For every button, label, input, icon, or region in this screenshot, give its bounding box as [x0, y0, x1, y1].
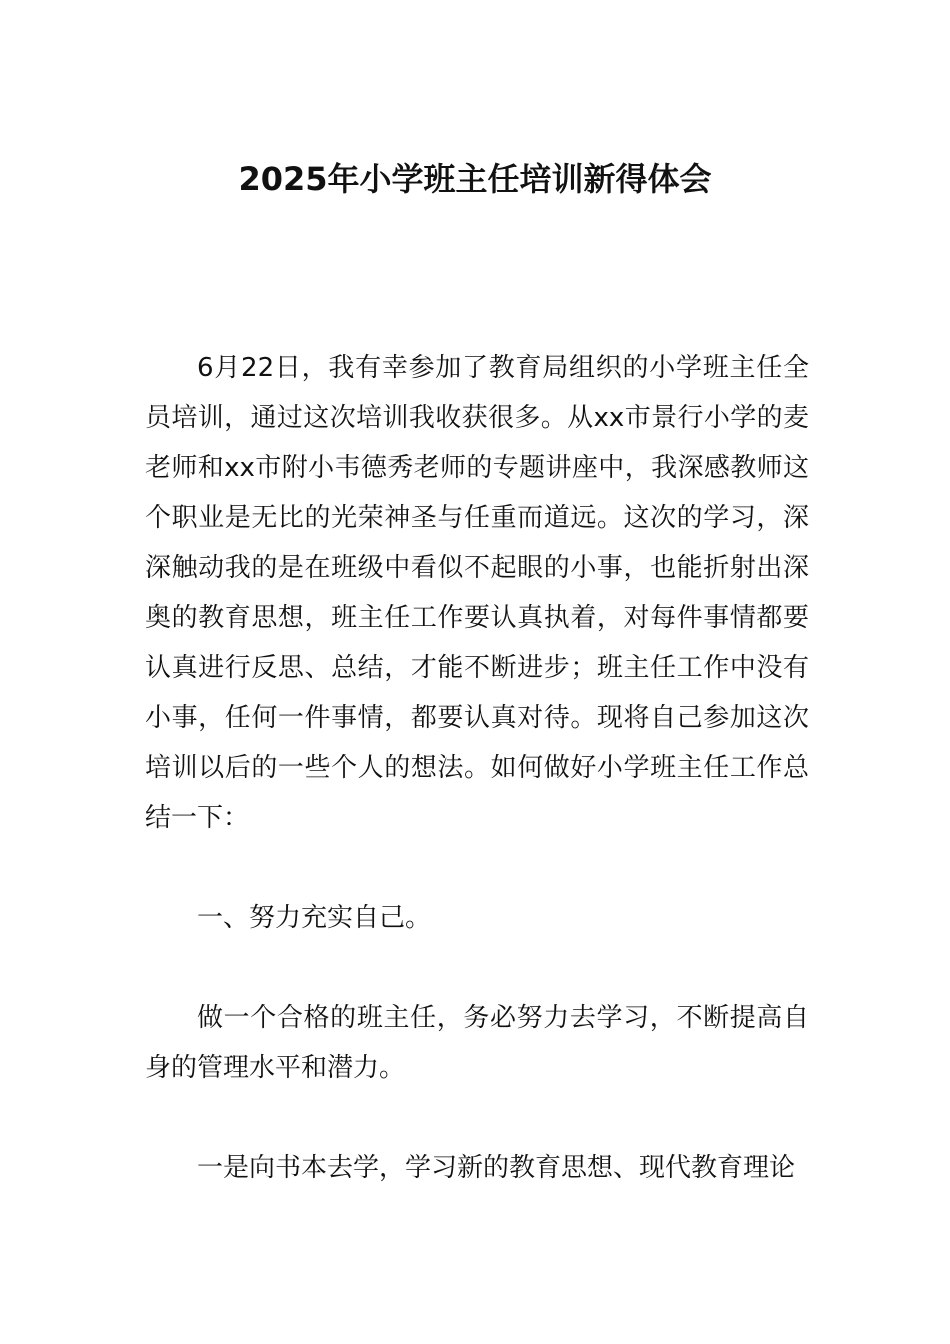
document-title: 2025年小学班主任培训新得体会	[238, 160, 712, 198]
section-heading-1: 一、努力充实自己。	[197, 903, 432, 933]
paragraph-intro: 6月22日，我有幸参加了教育局组织的小学班主任全员培训，通过这次培训我收获很多。从xx市景行小学的麦老师和xx市附小韦德秀老师的专题讲座中，我深感教师这个职业是无比的光荣神圣与任重而道远。这次的学习，深深触动我的是在班级中看似不起眼的小事，也能折射出深奥的教育思想，班主任工作要认真执着，对每件事情都要认真进行反思、总结，才能不断进步；班主任工作中没有小事，任何一件事情，都要认真对待。现将自己参加这次培训以后的一些个人的想法。如何做好小学班主任工作总结一下：	[145, 353, 809, 833]
paragraph-section-1: 做一个合格的班主任，务必努力去学习，不断提高自身的管理水平和潜力。	[145, 1003, 809, 1083]
paragraph-learning-books: 一是向书本去学，学习新的教育思想、现代教育理论	[197, 1153, 796, 1183]
